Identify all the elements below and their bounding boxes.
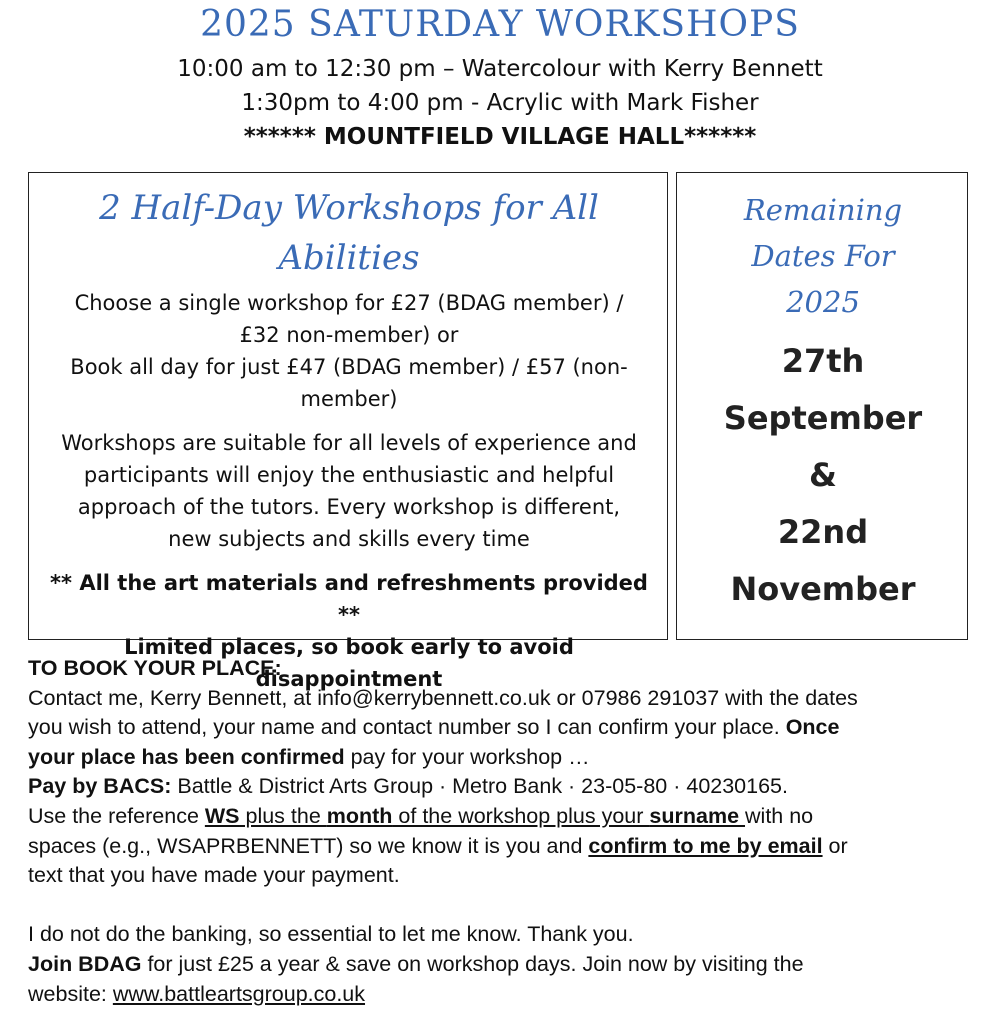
dates-heading-line-3: 2025 [786,285,860,319]
bacs-label: Pay by BACS: [28,774,172,799]
description-line-2: participants will enjoy the enthusiastic and helpful [83,463,615,487]
pricing-line-4: member) [300,387,398,411]
dates-list [677,333,969,618]
info-heading [29,183,669,283]
info-heading-line-2: Abilities [278,238,420,278]
spacer [28,891,978,921]
booking-heading: TO BOOK YOUR PLACE: [28,656,282,680]
website-link[interactable]: www.battleartsgroup.co.uk [112,981,366,1006]
info-heading-line-1: 2 Half-Day Workshops for All [99,188,599,228]
description-text [39,427,659,555]
date-1-month: September [723,399,923,437]
bacs-details: Battle & District Arts Group · Metro Bank · 23-05-80 · 40230165. [171,774,788,799]
venue-line: ****** MOUNTFIELD VILLAGE HALL****** [243,124,757,150]
banking-note: I do not do the banking, so essential to let me know. Thank you. [28,922,634,947]
materials-note-line-2: Limited places, so book early to avoid disappointment [124,635,574,691]
phone-number: 07986 291037 [581,685,720,710]
contact-line: Contact me, Kerry Bennett, at info@kerrybennett.co.uk or 07986 291037 with the dates [28,685,858,710]
email-link[interactable]: info@kerrybennett.co.uk [317,685,551,710]
pricing-text [39,287,659,415]
date-2-month: November [730,570,916,608]
date-1-day: 27th [781,342,865,380]
description-line-1: Workshops are suitable for all levels of experience and [61,431,637,455]
confirm-by-email: confirm to me by email [588,833,823,858]
booking-section [28,654,978,1009]
materials-note-line-1: ** All the art materials and refreshments provided ** [50,571,648,627]
website-line: website: www.battleartsgroup.co.uk [28,981,366,1006]
join-line: Join BDAG for just £25 a year & save on workshop days. Join now by visiting the [28,951,804,976]
dates-heading-line-1: Remaining [743,193,903,227]
description-line-4: new subjects and skills every time [168,527,530,551]
pricing-line-2: £32 non-member) or [239,323,459,347]
join-bdag: Join BDAG [28,951,142,976]
pricing-line-1: Choose a single workshop for £27 (BDAG member) / [74,291,624,315]
reference-line-2: spaces (e.g., WSAPRBENNETT) so we know it is you and confirm to me by email or [28,833,848,858]
contact-line-3: your place has been confirmed pay for your workshop … [28,744,590,769]
acrylic-session-line: 1:30pm to 4:00 pm - Acrylic with Mark Fisher [241,90,759,116]
page-title: 2025 SATURDAY WORKSHOPS [200,4,800,45]
reference-line: Use the reference WS plus the month of the workshop plus your surname with no [28,803,814,828]
description-line-3: approach of the tutors. Every workshop is different, [77,495,621,519]
dates-heading-line-2: Dates For [751,239,895,273]
remaining-dates-box [676,172,968,640]
date-separator: & [809,456,837,494]
bacs-line [28,772,978,802]
date-2-day: 22nd [777,513,869,551]
pricing-line-3: Book all day for just £47 (BDAG member) / £57 (non- [70,355,628,379]
watercolour-session-line: 10:00 am to 12:30 pm – Watercolour with Kerry Bennett [177,56,823,82]
contact-line-2: you wish to attend, your name and contact number so I can confirm your place. Once [28,715,840,740]
reference-line-3: text that you have made your payment. [28,863,400,888]
dates-heading [677,187,969,325]
